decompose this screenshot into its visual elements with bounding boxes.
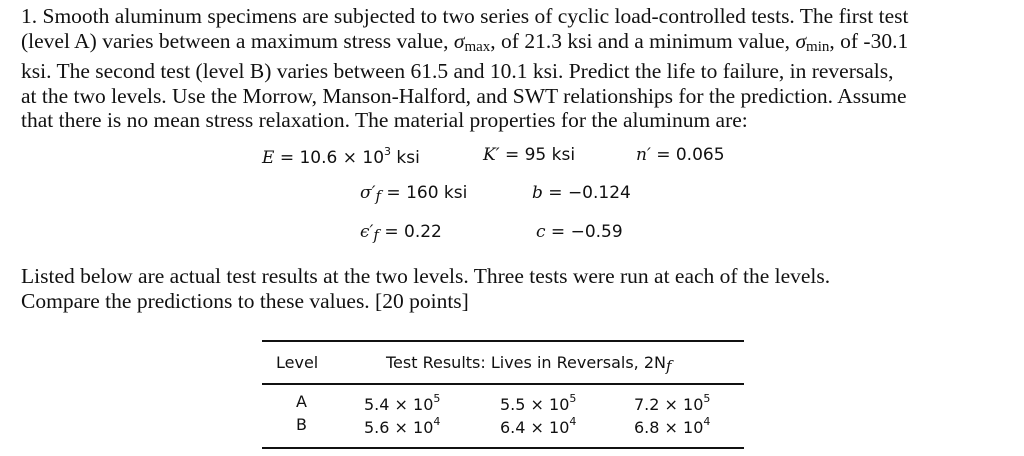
results-line-1: Listed below are actual test results at the two levels. Three tests were run at each of the levels. — [21, 264, 831, 288]
problem-line-2-part-b: , of 21.3 ksi and a minimum value, — [490, 28, 796, 53]
problem-line-5: that there is no mean stress relaxation. The material properties for the aluminum are: — [21, 108, 748, 133]
table-row-b-test-2: $6.4 \times 10^4$ — [500, 415, 577, 437]
problem-line-2 — [21, 29, 991, 60]
sigma-max-symbol — [454, 29, 490, 53]
prop-strength-coefficient: K′ = 95 ksi — [483, 145, 576, 165]
prop-fatigue-ductility-coefficient: ϵ′f = 0.22 — [360, 222, 442, 244]
problem-line-2-part-a: (level A) varies between a maximum stress value, — [21, 28, 454, 53]
min-subscript: min — [806, 38, 830, 55]
table-row-a-test-3: $7.2 \times 10^5$ — [634, 392, 711, 414]
sigma-glyph: σ — [453, 28, 465, 53]
table-header-results: Test Results: Lives in Reversals, 2Nf — [386, 353, 672, 375]
results-paragraph — [21, 264, 991, 313]
problem-statement — [21, 4, 991, 133]
table-row-b-level: B — [296, 415, 307, 434]
max-subscript: max — [464, 38, 491, 55]
table-header-level: Level — [276, 353, 319, 372]
prop-fatigue-strength-exponent: b = −0.124 — [532, 183, 631, 203]
problem-line-1: 1. Smooth aluminum specimens are subjected to two series of cyclic load-controlled tests. The first test — [21, 4, 909, 28]
table-bottom-rule — [262, 447, 744, 449]
table-row-b-test-3: $6.8 \times 10^4$ — [634, 415, 711, 437]
prop-fatigue-strength-coefficient: σ′f = 160 ksi — [360, 183, 468, 205]
results-line-2: Compare the predictions to these values. [20 points] — [21, 288, 469, 313]
table-top-rule — [262, 340, 744, 342]
table-row-a-test-2: $5.5 \times 10^5$ — [500, 392, 577, 414]
table-row-a-level: A — [296, 392, 307, 411]
prop-hardening-exponent: n′ = 0.065 — [636, 145, 725, 165]
problem-line-2-part-c: , of -30.1 — [829, 28, 909, 53]
table-header-rule — [262, 383, 744, 385]
sigma-min-symbol — [795, 29, 829, 53]
table-row-b-test-1: $5.6 \times 10^4$ — [364, 415, 441, 437]
prop-fatigue-ductility-exponent: c = −0.59 — [536, 222, 623, 242]
table-row-a-test-1: $5.4 \times 10^5$ — [364, 392, 441, 414]
problem-line-3: ksi. The second test (level B) varies between 61.5 and 10.1 ksi. Predict the life to failure, in reversals, — [21, 59, 894, 84]
sigma-glyph: σ — [795, 28, 807, 53]
prop-elastic-modulus: $E = 10.6 \times 10^3$ ksi — [262, 145, 420, 168]
problem-line-4: at the two levels. Use the Morrow, Manson-Halford, and SWT relationships for the prediction. Assume — [21, 83, 907, 108]
